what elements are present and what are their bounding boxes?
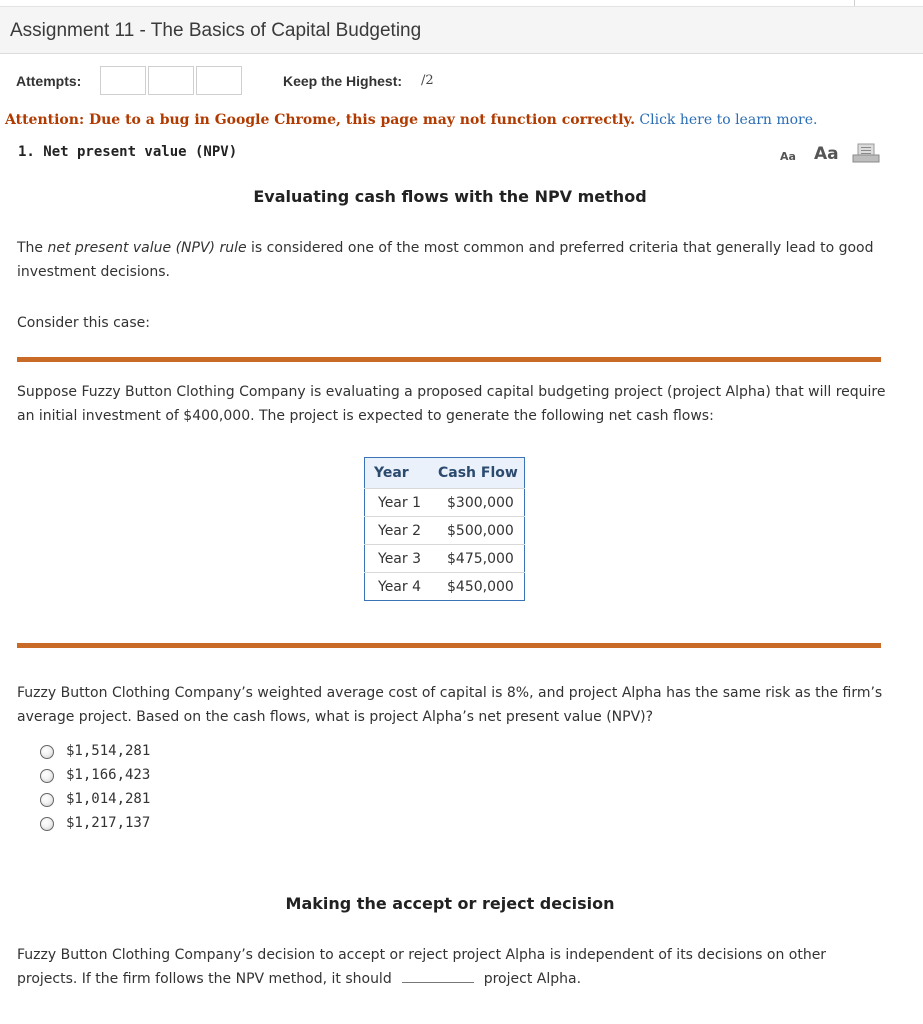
year-cell: Year 4	[365, 573, 430, 601]
npv-option-label[interactable]: $1,514,281	[66, 743, 151, 759]
npv-option-label[interactable]: $1,217,137	[66, 815, 151, 831]
year-column-header: Year	[365, 458, 430, 489]
cash-flow-table	[364, 457, 525, 601]
npv-option-label[interactable]: $1,166,423	[66, 767, 151, 783]
attempts-label: Attempts:	[16, 73, 82, 89]
cash-flow-column-header: Cash Flow	[429, 458, 524, 489]
attempt-box-1	[100, 66, 146, 95]
npv-question-text: Fuzzy Button Clothing Company’s weighted average cost of capital is 8%, and project Alpha has the same risk as the firm’s average project. Based on the cash flows, what is project Alpha’s net present value (NPV)?	[17, 685, 883, 725]
cash-flow-cell: $475,000	[429, 545, 524, 573]
radio-button[interactable]	[40, 817, 54, 831]
table-row	[365, 517, 525, 545]
radio-button[interactable]	[40, 769, 54, 783]
case-top-rule	[17, 357, 881, 362]
cash-flow-cell: $500,000	[429, 517, 524, 545]
question-header: 1. Net present value (NPV)	[18, 144, 238, 160]
accept-reject-suffix: project Alpha.	[483, 971, 582, 987]
assignment-title-bar	[0, 7, 923, 54]
assignment-title: Assignment 11 - The Basics of Capital Budgeting	[10, 20, 422, 41]
npv-intro-pre: The	[17, 240, 48, 256]
radio-button[interactable]	[40, 745, 54, 759]
npv-intro-post: is considered one of the most common and preferred criteria that generally lead to good investment decisions.	[17, 240, 874, 280]
year-cell: Year 2	[365, 517, 430, 545]
npv-intro-paragraph	[17, 236, 887, 284]
section-heading-npv-method: Evaluating cash flows with the NPV method	[253, 187, 647, 206]
year-cell: Year 3	[365, 545, 430, 573]
radio-button[interactable]	[40, 793, 54, 807]
year-cell: Year 1	[365, 489, 430, 517]
cash-flow-cell: $450,000	[429, 573, 524, 601]
chrome-bug-warning: Attention: Due to a bug in Google Chrome, this page may not function correctly.	[5, 112, 635, 128]
accept-reject-paragraph	[17, 943, 887, 991]
decrease-font-button[interactable]: Aa	[780, 150, 796, 163]
attempts-row	[0, 64, 923, 98]
table-row	[365, 545, 525, 573]
case-bottom-rule	[17, 643, 881, 648]
accept-reject-dropdown[interactable]	[402, 968, 474, 983]
increase-font-button[interactable]: Aa	[814, 144, 839, 164]
accept-reject-text: Fuzzy Button Clothing Company’s decision to accept or reject project Alpha is independent of its decisions on other projects. If the firm follows the NPV method, it should	[17, 947, 827, 987]
print-icon[interactable]	[852, 143, 880, 163]
npv-rule-term: net present value (NPV) rule	[47, 240, 247, 256]
case-description: Suppose Fuzzy Button Clothing Company is evaluating a proposed capital budgeting project (project Alpha) that will require an initial investment of $400,000. The project is expected to generate the following net cash flows:	[17, 384, 886, 424]
top-strip	[0, 0, 923, 7]
npv-option-label[interactable]: $1,014,281	[66, 791, 151, 807]
consider-case-text: Consider this case:	[17, 315, 150, 331]
cash-flow-cell: $300,000	[429, 489, 524, 517]
attempt-box-3	[196, 66, 242, 95]
section-heading-accept-reject: Making the accept or reject decision	[285, 894, 615, 913]
learn-more-link[interactable]: Click here to learn more.	[639, 112, 818, 128]
keep-highest-value: /2	[421, 73, 434, 88]
keep-highest-label: Keep the Highest:	[283, 73, 403, 89]
cash-flow-header-row	[365, 458, 525, 489]
table-row	[365, 573, 525, 601]
table-row	[365, 489, 525, 517]
chrome-bug-notice	[5, 112, 817, 128]
top-strip-divider	[854, 0, 855, 6]
attempt-box-2	[148, 66, 194, 95]
